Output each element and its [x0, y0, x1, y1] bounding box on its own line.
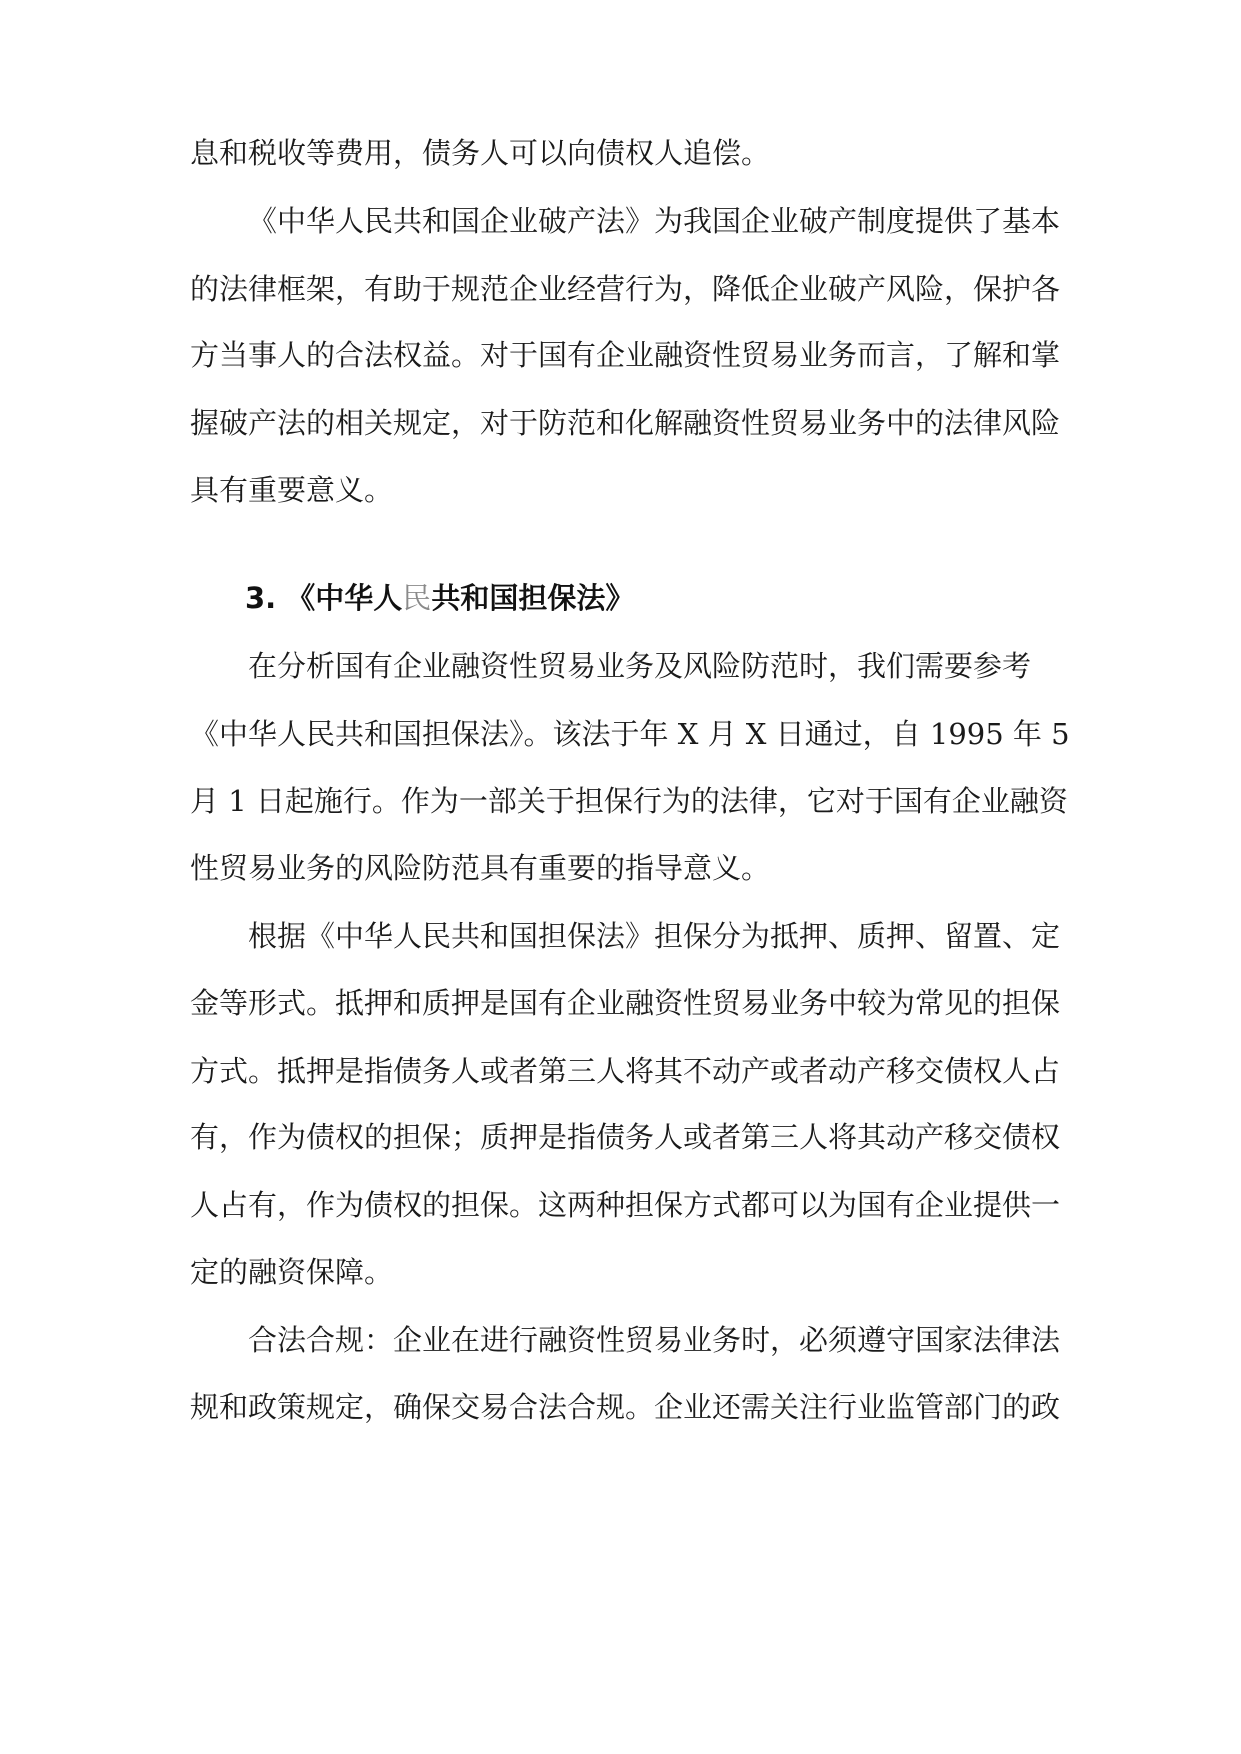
heading-faint-char: 民 [402, 581, 432, 615]
paragraph-line: 《中华人民共和国担保法》。该法于年 X 月 X 日通过，自 1995 年 5 [190, 717, 1070, 751]
section-heading [245, 581, 635, 615]
heading-prefix: 3. 《中华人 [245, 581, 403, 615]
paragraph-line: 息和税收等费用，债务人可以向债权人追偿。 [190, 136, 771, 170]
paragraph-line: 握破产法的相关规定，对于防范和化解融资性贸易业务中的法律风险 [190, 406, 1061, 440]
paragraph-line: 方式。抵押是指债务人或者第三人将其不动产或者动产移交债权人占 [190, 1054, 1061, 1088]
paragraph-line: 在分析国有企业融资性贸易业务及风险防范时，我们需要参考 [248, 649, 1032, 683]
paragraph-line: 合法合规：企业在进行融资性贸易业务时，必须遵守国家法律法 [248, 1323, 1061, 1357]
paragraph-line: 根据《中华人民共和国担保法》担保分为抵押、质押、留置、定 [248, 919, 1061, 953]
paragraph-line: 人占有，作为债权的担保。这两种担保方式都可以为国有企业提供一 [190, 1188, 1061, 1222]
paragraph-line: 金等形式。抵押和质押是国有企业融资性贸易业务中较为常见的担保 [190, 986, 1061, 1020]
paragraph-line: 的法律框架，有助于规范企业经营行为，降低企业破产风险，保护各 [190, 272, 1061, 306]
paragraph-line: 性贸易业务的风险防范具有重要的指导意义。 [190, 851, 771, 885]
heading-suffix: 共和国担保法》 [431, 581, 635, 615]
paragraph-line: 定的融资保障。 [190, 1255, 394, 1289]
paragraph-line: 方当事人的合法权益。对于国有企业融资性贸易业务而言，了解和掌 [190, 338, 1061, 372]
paragraph-line: 有，作为债权的担保；质押是指债务人或者第三人将其动产移交债权 [190, 1120, 1061, 1154]
paragraph-line: 《中华人民共和国企业破产法》为我国企业破产制度提供了基本 [248, 204, 1061, 238]
paragraph-line: 具有重要意义。 [190, 473, 394, 507]
paragraph-line: 月 1 日起施行。作为一部关于担保行为的法律，它对于国有企业融资 [190, 784, 1068, 818]
paragraph-line: 规和政策规定，确保交易合法合规。企业还需关注行业监管部门的政 [190, 1390, 1061, 1424]
